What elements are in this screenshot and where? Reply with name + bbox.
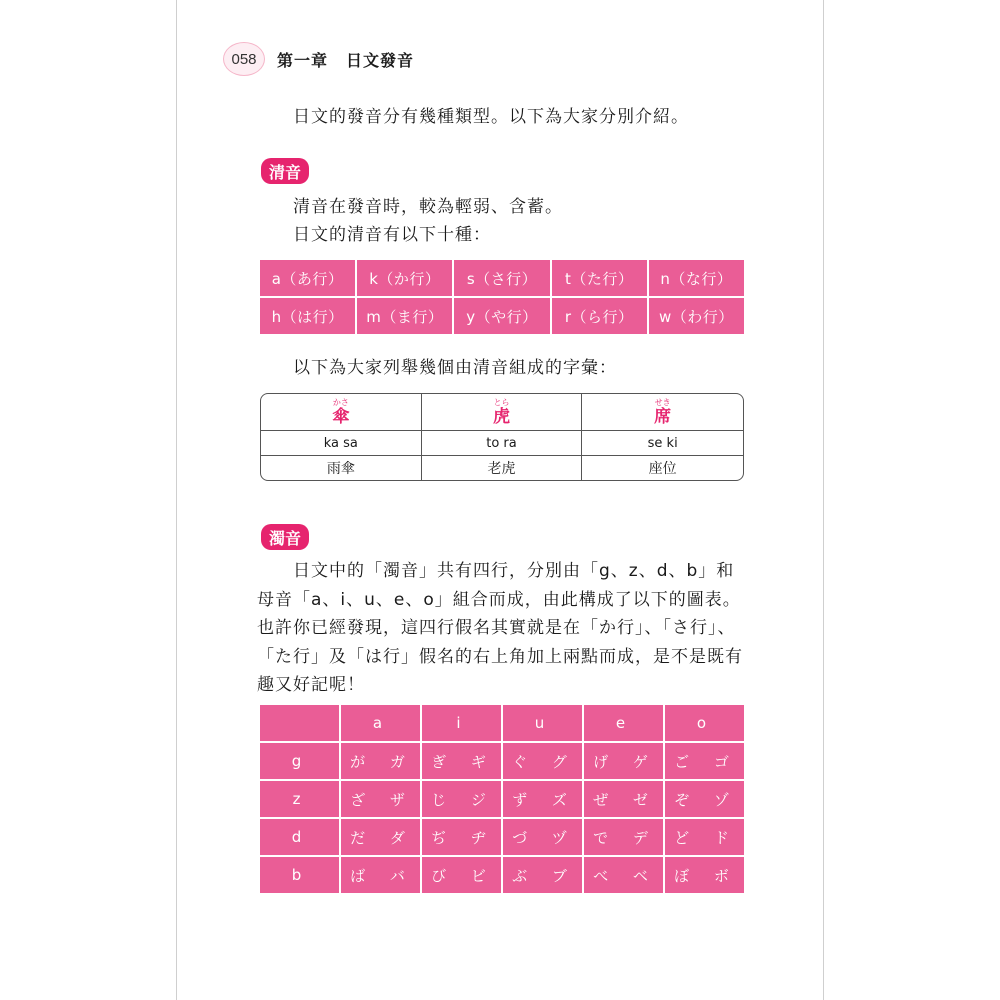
dakuon-row-label: b	[260, 857, 339, 893]
vocab-romaji: to ra	[422, 431, 583, 456]
dakuon-row-label: d	[260, 819, 339, 855]
vocab-intro-text: 以下為大家列舉幾個由清音組成的字彙：	[293, 358, 617, 378]
dakuon-cell: ぞ ゾ	[665, 781, 744, 817]
seion-cell: a（あ行）	[260, 260, 355, 296]
dakuon-header-cell: a	[341, 705, 420, 741]
dakuon-cell: ぶ ブ	[503, 857, 582, 893]
dakuon-cell: ぐ グ	[503, 743, 582, 779]
seion-badge: 清音	[261, 158, 309, 184]
vocab-word	[422, 394, 583, 431]
vocab-meaning: 老虎	[422, 456, 583, 480]
page-header	[223, 42, 414, 76]
furigana: かさ	[332, 397, 349, 407]
dakuon-cell: ぢ ヂ	[422, 819, 501, 855]
seion-cell: y（や行）	[454, 298, 549, 334]
kanji: 席	[654, 406, 672, 427]
dakuon-cell: ど ド	[665, 819, 744, 855]
vocab-romaji: se ki	[582, 431, 743, 456]
dakuon-row-label: g	[260, 743, 339, 779]
dakuon-badge: 濁音	[261, 524, 309, 550]
dakuon-header-cell: i	[422, 705, 501, 741]
vocabulary-table	[260, 393, 744, 481]
dakuon-cell: ず ズ	[503, 781, 582, 817]
vocab-word	[261, 394, 422, 431]
dakuon-cell: げ ゲ	[584, 743, 663, 779]
dakuon-cell: ぎ ギ	[422, 743, 501, 779]
chapter-heading	[277, 48, 414, 71]
seion-cell: t（た行）	[552, 260, 647, 296]
intro-text: 日文的發音分有幾種類型。以下為大家分別介紹。	[293, 107, 689, 127]
furigana: せき	[654, 397, 671, 407]
seion-cell: h（は行）	[260, 298, 355, 334]
dakuon-cell: ぼ ボ	[665, 857, 744, 893]
dakuon-header-cell: u	[503, 705, 582, 741]
dakuon-cell: だ ダ	[341, 819, 420, 855]
dakuon-cell: ざ ザ	[341, 781, 420, 817]
dakuon-cell: べ ベ	[584, 857, 663, 893]
vocab-romaji: ka sa	[261, 431, 422, 456]
furigana: とら	[493, 397, 510, 407]
dakuon-header-cell	[260, 705, 339, 741]
page-number: 058	[223, 42, 265, 76]
vocab-meaning: 座位	[648, 461, 677, 477]
chapter-title: 日文發音	[346, 50, 415, 70]
kanji: 傘	[332, 406, 350, 427]
vocab-word	[582, 394, 743, 431]
kanji: 虎	[492, 406, 510, 427]
seion-count-text: 日文的清音有以下十種：	[293, 225, 491, 245]
vocab-meaning: 雨傘	[261, 456, 422, 480]
seion-cell: m（ま行）	[357, 298, 452, 334]
dakuon-cell: び ビ	[422, 857, 501, 893]
dakuon-cell: ば バ	[341, 857, 420, 893]
chapter-number: 第一章	[277, 50, 329, 70]
dakuon-cell: づ ヅ	[503, 819, 582, 855]
dakuon-cell: ぜ ゼ	[584, 781, 663, 817]
seion-description: 清音在發音時，較為輕弱、含蓄。	[293, 197, 563, 217]
dakuon-header-cell: o	[665, 705, 744, 741]
dakuon-cell: で デ	[584, 819, 663, 855]
dakuon-row-label: z	[260, 781, 339, 817]
seion-table	[260, 260, 744, 334]
seion-cell: r（ら行）	[552, 298, 647, 334]
seion-cell: s（さ行）	[454, 260, 549, 296]
dakuon-table	[260, 705, 744, 893]
dakuon-header-cell: e	[584, 705, 663, 741]
dakuon-paragraph: 日文中的「濁音」共有四行，分別由「g、z、d、b」和母音「a、i、u、e、o」組合而成，由此構成了以下的圖表。也許你已經發現，這四行假名其實就是在「か行」、「さ行」、「た行」及「は行」假名的右上角加上兩點而成，是不是既有趣又好記呢！	[257, 561, 743, 695]
seion-cell: n（な行）	[649, 260, 744, 296]
dakuon-cell: が ガ	[341, 743, 420, 779]
seion-cell: w（わ行）	[649, 298, 744, 334]
dakuon-cell: じ ジ	[422, 781, 501, 817]
book-page	[176, 0, 824, 1000]
seion-cell: k（か行）	[357, 260, 452, 296]
dakuon-cell: ご ゴ	[665, 743, 744, 779]
